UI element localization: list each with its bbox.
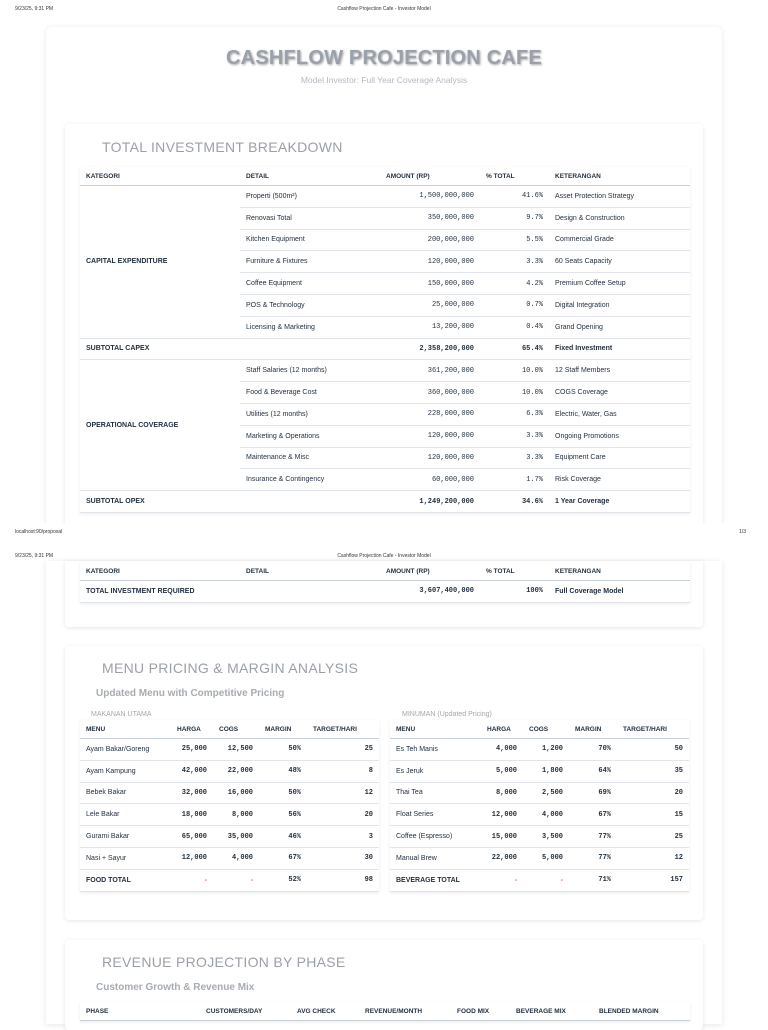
cogs-cell: - — [213, 869, 259, 891]
target-cell: 30 — [307, 847, 379, 869]
price-cell: 8,000 — [481, 782, 523, 804]
note-cell: Commercial Grade — [549, 229, 690, 251]
menu-subtitle: Updated Menu with Competitive Pricing — [96, 688, 285, 699]
pct-cell: 0.4% — [480, 316, 549, 338]
cogs-cell: 3,500 — [523, 826, 569, 848]
cogs-cell: 16,000 — [213, 782, 259, 804]
total-label: FOOD TOTAL — [80, 869, 171, 891]
menu-name: Float Series — [390, 804, 481, 826]
food-label: MAKANAN UTAMA — [91, 711, 152, 718]
investment-section-title: TOTAL INVESTMENT BREAKDOWN — [102, 139, 343, 155]
detail-cell: Coffee Equipment — [240, 273, 380, 295]
menu-name: Es Jeruk — [390, 760, 481, 782]
revenue-table — [80, 1002, 690, 1021]
amount-cell: 120,000,000 — [380, 425, 480, 447]
pct-cell: 4.2% — [480, 273, 549, 295]
col-header: KATEGORI — [80, 167, 240, 186]
table-header-row — [80, 720, 379, 739]
margin-cell: 77% — [569, 826, 617, 848]
price-cell: 12,000 — [171, 847, 213, 869]
pct-cell: 3.3% — [480, 425, 549, 447]
table-row — [80, 826, 379, 848]
col-header: DETAIL — [240, 167, 380, 186]
col-header: % TOTAL — [480, 562, 549, 581]
col-header: MARGIN — [259, 720, 307, 739]
table-row — [80, 847, 379, 869]
amount-cell: 150,000,000 — [380, 273, 480, 295]
table-row — [80, 760, 379, 782]
category-opex: OPERATIONAL COVERAGE — [80, 360, 240, 491]
note-cell: Grand Opening — [549, 316, 690, 338]
pct-cell: 9.7% — [480, 207, 549, 229]
pct-cell: 3.3% — [480, 447, 549, 469]
target-cell: 25 — [617, 826, 689, 848]
page-title: CASHFLOW PROJECTION CAFE — [226, 47, 542, 69]
beverage-table — [390, 720, 689, 892]
subtotal-opex-row — [80, 491, 690, 513]
note-cell: COGS Coverage — [549, 382, 690, 404]
pct-cell: 41.6% — [480, 186, 549, 208]
subtotal-label: SUBTOTAL OPEX — [80, 491, 240, 513]
cogs-cell: 1,800 — [523, 760, 569, 782]
col-header: KETERANGAN — [549, 562, 690, 581]
col-header: DETAIL — [240, 562, 380, 581]
beverage-total-row — [390, 869, 689, 891]
amount-cell: 60,000,000 — [380, 469, 480, 491]
margin-cell: 48% — [259, 760, 307, 782]
price-cell: - — [481, 869, 523, 891]
print-doc-title: Cashflow Projection Cafe - Investor Model — [337, 6, 431, 12]
note-cell: Asset Protection Strategy — [549, 186, 690, 208]
amount-cell: 200,000,000 — [380, 229, 480, 251]
col-header: % TOTAL — [480, 167, 549, 186]
note-cell: Risk Coverage — [549, 469, 690, 491]
pct-cell: 10.0% — [480, 360, 549, 382]
cogs-cell: - — [523, 869, 569, 891]
pct-cell: 100% — [480, 581, 549, 603]
margin-cell: 50% — [259, 739, 307, 761]
pct-cell: 65.4% — [480, 338, 549, 360]
table-row — [390, 739, 689, 761]
detail-cell: Licensing & Marketing — [240, 316, 380, 338]
menu-name: Ayam Bakar/Goreng — [80, 739, 171, 761]
print-datetime: 9/23/25, 9:31 PM — [15, 6, 54, 12]
price-cell: 32,000 — [171, 782, 213, 804]
table-row — [390, 826, 689, 848]
print-url: localhost:90/proposal — [15, 529, 63, 535]
detail-cell: Marketing & Operations — [240, 425, 380, 447]
menu-name: Es Teh Manis — [390, 739, 481, 761]
detail-cell: Renovasi Total — [240, 207, 380, 229]
food-table — [80, 720, 379, 892]
table-row — [80, 739, 379, 761]
cogs-cell: 2,500 — [523, 782, 569, 804]
investment-total-table — [80, 562, 690, 603]
target-cell: 12 — [307, 782, 379, 804]
pct-cell: 10.0% — [480, 382, 549, 404]
cogs-cell: 22,000 — [213, 760, 259, 782]
pct-cell: 5.5% — [480, 229, 549, 251]
margin-cell: 64% — [569, 760, 617, 782]
detail-cell: Insurance & Contingency — [240, 469, 380, 491]
amount-cell: 1,500,000,000 — [380, 186, 480, 208]
table-header-row — [80, 167, 690, 186]
margin-cell: 56% — [259, 804, 307, 826]
note-cell: Design & Construction — [549, 207, 690, 229]
amount-cell: 120,000,000 — [380, 447, 480, 469]
total-label: TOTAL INVESTMENT REQUIRED — [80, 581, 240, 603]
col-header: TARGET/HARI — [617, 720, 689, 739]
col-header: AVG CHECK — [291, 1002, 359, 1021]
col-header: MENU — [390, 720, 481, 739]
amount-cell: 2,358,200,000 — [380, 338, 480, 360]
empty-cell — [240, 581, 380, 603]
pct-cell: 6.3% — [480, 403, 549, 425]
margin-cell: 67% — [569, 804, 617, 826]
col-header: KETERANGAN — [549, 167, 690, 186]
food-total-row — [80, 869, 379, 891]
cogs-cell: 5,000 — [523, 847, 569, 869]
cogs-cell: 1,200 — [523, 739, 569, 761]
print-datetime: 9/23/25, 9:31 PM — [15, 553, 54, 559]
table-header-row — [80, 1002, 690, 1021]
revenue-subtitle: Customer Growth & Revenue Mix — [96, 982, 255, 993]
target-cell: 8 — [307, 760, 379, 782]
margin-cell: 71% — [569, 869, 617, 891]
menu-name: Thai Tea — [390, 782, 481, 804]
target-cell: 25 — [307, 739, 379, 761]
col-header: KATEGORI — [80, 562, 240, 581]
print-doc-title: Cashflow Projection Cafe - Investor Model — [337, 553, 431, 559]
empty-cell — [240, 338, 380, 360]
price-cell: 5,000 — [481, 760, 523, 782]
amount-cell: 120,000,000 — [380, 251, 480, 273]
amount-cell: 361,200,000 — [380, 360, 480, 382]
target-cell: 50 — [617, 739, 689, 761]
note-cell: Premium Coffee Setup — [549, 273, 690, 295]
col-header: COGS — [213, 720, 259, 739]
target-cell: 12 — [617, 847, 689, 869]
col-header: AMOUNT (RP) — [380, 562, 480, 581]
margin-cell: 69% — [569, 782, 617, 804]
detail-cell: Maintenance & Misc — [240, 447, 380, 469]
detail-cell: Properti (500m²) — [240, 186, 380, 208]
table-header-row — [390, 720, 689, 739]
col-header: MENU — [80, 720, 171, 739]
print-footer — [0, 523, 768, 535]
amount-cell: 25,000,000 — [380, 294, 480, 316]
note-cell: Electric, Water, Gas — [549, 403, 690, 425]
col-header: REVENUE/MONTH — [359, 1002, 451, 1021]
target-cell: 157 — [617, 869, 689, 891]
margin-cell: 77% — [569, 847, 617, 869]
category-capex: CAPITAL EXPENDITURE — [80, 186, 240, 339]
table-row — [80, 186, 690, 208]
margin-cell: 50% — [259, 782, 307, 804]
col-header: CUSTOMERS/DAY — [200, 1002, 291, 1021]
table-row — [390, 847, 689, 869]
table-row — [80, 804, 379, 826]
price-cell: 12,000 — [481, 804, 523, 826]
price-cell: 65,000 — [171, 826, 213, 848]
price-cell: - — [171, 869, 213, 891]
cogs-cell: 4,000 — [213, 847, 259, 869]
col-header: HARGA — [171, 720, 213, 739]
empty-cell — [240, 491, 380, 513]
table-row — [80, 360, 690, 382]
note-cell: Ongoing Promotions — [549, 425, 690, 447]
pct-cell: 1.7% — [480, 469, 549, 491]
col-header: HARGA — [481, 720, 523, 739]
menu-name: Coffee (Espresso) — [390, 826, 481, 848]
table-row — [390, 782, 689, 804]
price-cell: 42,000 — [171, 760, 213, 782]
target-cell: 20 — [307, 804, 379, 826]
amount-cell: 350,000,000 — [380, 207, 480, 229]
pct-cell: 34.6% — [480, 491, 549, 513]
menu-section-title: MENU PRICING & MARGIN ANALYSIS — [102, 660, 359, 676]
col-header: TARGET/HARI — [307, 720, 379, 739]
subtotal-capex-row — [80, 338, 690, 360]
target-cell: 3 — [307, 826, 379, 848]
price-cell: 25,000 — [171, 739, 213, 761]
menu-name: Ayam Kampung — [80, 760, 171, 782]
target-cell: 20 — [617, 782, 689, 804]
price-cell: 22,000 — [481, 847, 523, 869]
amount-cell: 13,200,000 — [380, 316, 480, 338]
cogs-cell: 35,000 — [213, 826, 259, 848]
total-investment-row — [80, 581, 690, 603]
detail-cell: Furniture & Fixtures — [240, 251, 380, 273]
note-cell: Fixed Investment — [549, 338, 690, 360]
investment-table — [80, 167, 690, 513]
menu-name: Lele Bakar — [80, 804, 171, 826]
amount-cell: 1,249,200,000 — [380, 491, 480, 513]
detail-cell: Staff Salaries (12 months) — [240, 360, 380, 382]
amount-cell: 360,000,000 — [380, 382, 480, 404]
pct-cell: 0.7% — [480, 294, 549, 316]
note-cell: 1 Year Coverage — [549, 491, 690, 513]
col-header: AMOUNT (RP) — [380, 167, 480, 186]
detail-cell: Kitchen Equipment — [240, 229, 380, 251]
detail-cell: Food & Beverage Cost — [240, 382, 380, 404]
target-cell: 98 — [307, 869, 379, 891]
cogs-cell: 12,500 — [213, 739, 259, 761]
col-header: FOOD MIX — [451, 1002, 510, 1021]
col-header: PHASE — [80, 1002, 200, 1021]
amount-cell: 228,000,000 — [380, 403, 480, 425]
print-header — [0, 0, 768, 12]
note-cell: Equipment Care — [549, 447, 690, 469]
note-cell: Full Coverage Model — [549, 581, 690, 603]
total-label: BEVERAGE TOTAL — [390, 869, 481, 891]
cogs-cell: 4,000 — [523, 804, 569, 826]
pct-cell: 3.3% — [480, 251, 549, 273]
margin-cell: 70% — [569, 739, 617, 761]
note-cell: 60 Seats Capacity — [549, 251, 690, 273]
col-header: BEVERAGE MIX — [510, 1002, 593, 1021]
menu-name: Bebek Bakar — [80, 782, 171, 804]
print-page-number: 1/3 — [739, 529, 746, 535]
print-header-2 — [0, 547, 768, 559]
detail-cell: POS & Technology — [240, 294, 380, 316]
amount-cell: 3,607,400,000 — [380, 581, 480, 603]
price-cell: 18,000 — [171, 804, 213, 826]
detail-cell: Utilities (12 months) — [240, 403, 380, 425]
table-row — [390, 804, 689, 826]
col-header: COGS — [523, 720, 569, 739]
margin-cell: 67% — [259, 847, 307, 869]
price-cell: 15,000 — [481, 826, 523, 848]
margin-cell: 52% — [259, 869, 307, 891]
menu-name: Gurami Bakar — [80, 826, 171, 848]
menu-name: Manual Brew — [390, 847, 481, 869]
target-cell: 15 — [617, 804, 689, 826]
margin-cell: 46% — [259, 826, 307, 848]
col-header: MARGIN — [569, 720, 617, 739]
menu-name: Nasi + Sayur — [80, 847, 171, 869]
subtotal-label: SUBTOTAL CAPEX — [80, 338, 240, 360]
beverage-label: MINUMAN (Updated Pricing) — [402, 711, 492, 718]
col-header: BLENDED MARGIN — [593, 1002, 690, 1021]
price-cell: 4,000 — [481, 739, 523, 761]
cogs-cell: 8,000 — [213, 804, 259, 826]
revenue-section-title: REVENUE PROJECTION BY PHASE — [102, 954, 346, 970]
page-subtitle: Model Investor: Full Year Coverage Analysis — [300, 75, 468, 85]
table-row — [390, 760, 689, 782]
target-cell: 35 — [617, 760, 689, 782]
note-cell: Digital Integration — [549, 294, 690, 316]
table-row — [80, 782, 379, 804]
note-cell: 12 Staff Members — [549, 360, 690, 382]
table-header-row — [80, 562, 690, 581]
